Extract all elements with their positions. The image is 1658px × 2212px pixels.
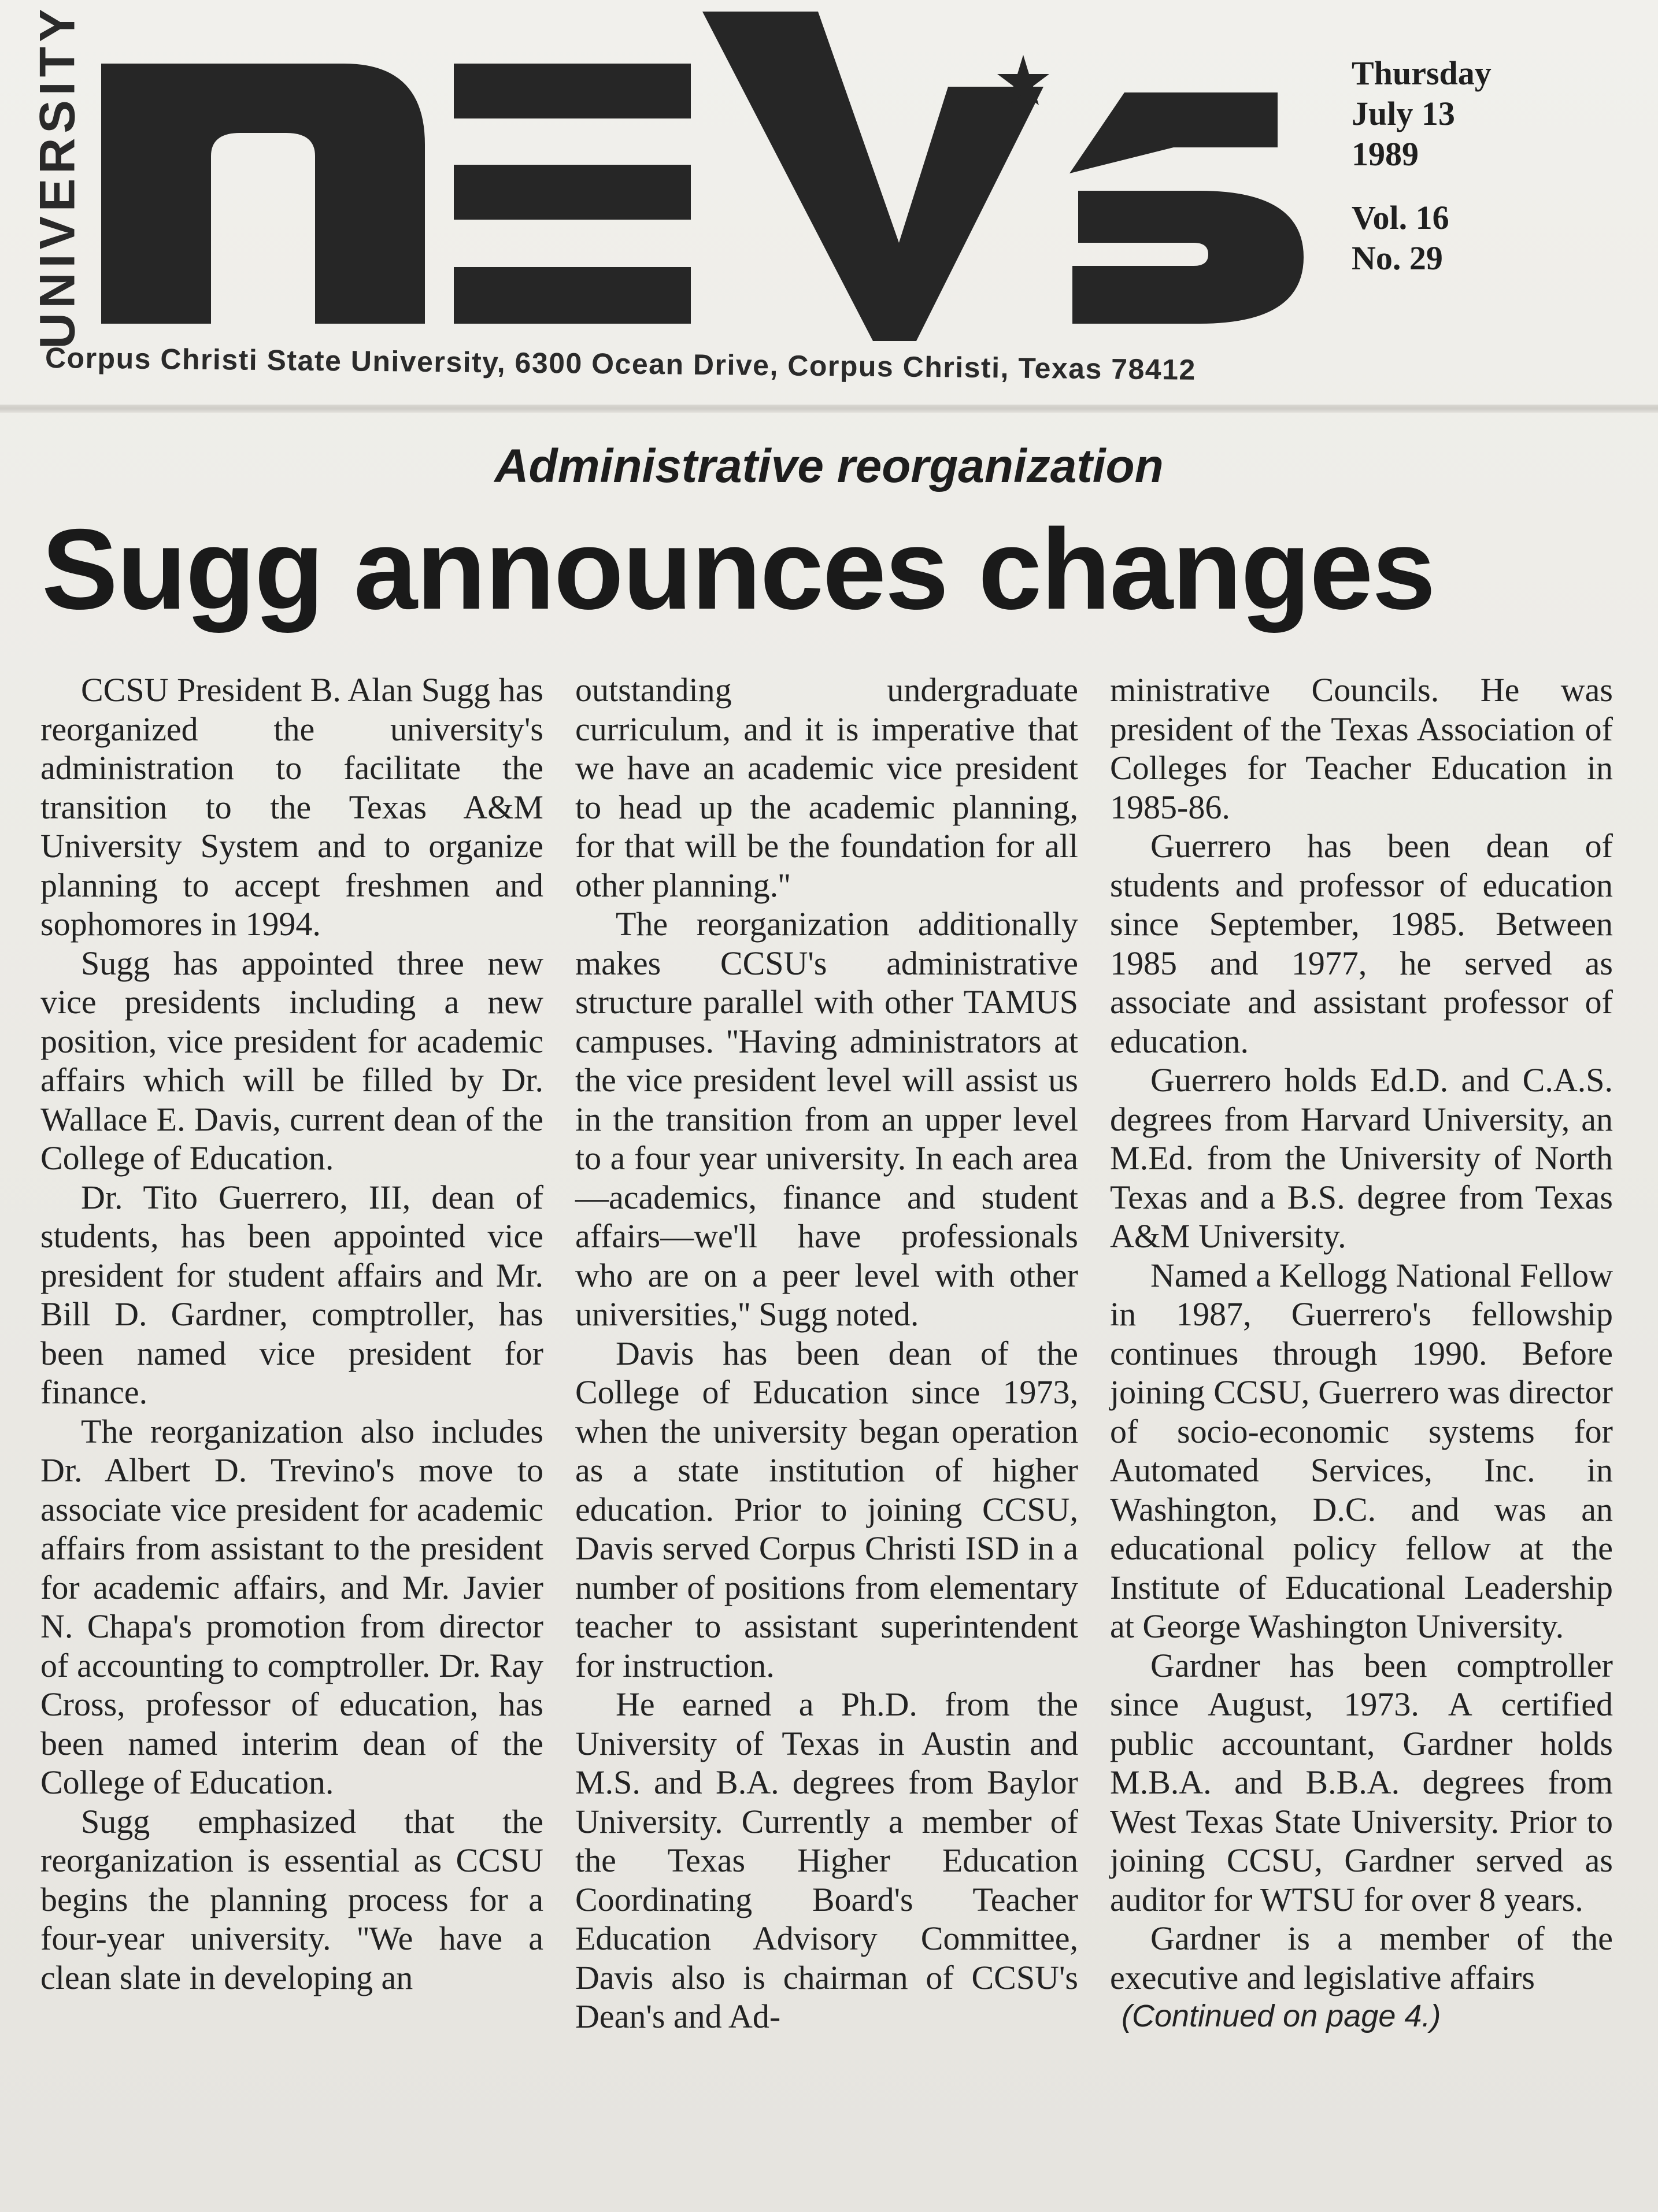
- news-logo: [95, 0, 1327, 347]
- issue-volume: Vol. 16: [1352, 199, 1449, 236]
- paragraph: Dr. Tito Guerrero, III, dean of students, has been appointed vice president for student affairs and Mr. Bill D. Gardner, comptroller, has been named vice president for finance.: [40, 1178, 543, 1411]
- issue-month-day: July 13: [1352, 95, 1455, 132]
- article-body: [40, 670, 1613, 2208]
- issue-year: 1989: [1352, 135, 1419, 173]
- paragraph-continuation: outstanding undergraduate curriculum, and it is imperative that we have an academic vice president to head up the academic planning, for that will be the foundation for all other planning.'': [575, 671, 1078, 904]
- paragraph: He earned a Ph.D. from the University of Texas in Austin and M.S. and B.A. degrees from Baylor University. Currently a member of the Texas Higher Education Coordinating Board's Teacher Education Advisory Committee, Davis also is chairman of CCSU's Dean's and Ad-: [575, 1685, 1078, 2035]
- article-column-3: [1110, 670, 1613, 2208]
- paragraph: Guerrero holds Ed.D. and C.A.S. degrees from Harvard University, an M.Ed. from the University of North Texas and a B.S. degree from Texas A&M University.: [1110, 1061, 1613, 1255]
- paragraph: Gardner is a member of the executive and legislative affairs: [1110, 1920, 1613, 1996]
- issue-date-block: [1352, 53, 1629, 279]
- article-headline: Sugg announces changes: [42, 505, 1435, 633]
- article-column-2: [575, 670, 1078, 2208]
- paragraph: Named a Kellogg National Fellow in 1987, Guerrero's fellowship continues through 1990. Before joining CCSU, Guerrero was director of socio-economic systems for Automated Services, Inc. in Washington, D.C. and was an educational policy fellow at the Institute of Educational Leadership at George Washington University.: [1110, 1256, 1613, 1645]
- paragraph: Davis has been dean of the College of Education since 1973, when the university began operation as a state institution of higher education. Prior to joining CCSU, Davis served Corpus Christi ISD in a number of positions from elementary teacher to assistant superintendent for instruction.: [575, 1334, 1078, 1684]
- vertical-label-text: UNIVERSITY: [29, 3, 86, 349]
- masthead-address: Corpus Christi State University, 6300 Ocean Drive, Corpus Christi, Texas 78412: [45, 342, 1197, 386]
- issue-number: No. 29: [1352, 239, 1443, 277]
- masthead-vertical-label: [29, 3, 86, 349]
- article-kicker: Administrative reorganization: [494, 440, 1164, 492]
- paragraph: Guerrero has been dean of students and professor of education since September, 1985. Between 1985 and 1977, he served as associate and assistant professor of education.: [1110, 827, 1613, 1060]
- paragraph-continuation: ministrative Councils. He was president of the Texas Association of Colleges for Teacher Education in 1985-86.: [1110, 671, 1613, 826]
- masthead: [0, 0, 1658, 405]
- paragraph: The reorganization also includes Dr. Albert D. Trevino's move to associate vice president for academic affairs from assistant to the president for academic affairs, and Mr. Javier N. Chapa's promotion from director of accounting to comptroller. Dr. Ray Cross, professor of education, has been named interim dean of the College of Education.: [40, 1412, 543, 1801]
- article-column-1: [40, 670, 543, 2208]
- paragraph: Sugg emphasized that the reorganization is essential as CCSU begins the planning process for a four-year university. ''We have a clean slate in developing an: [40, 1802, 543, 1996]
- paragraph: Sugg has appointed three new vice presidents including a new position, vice president for academic affairs which will be filled by Dr. Wallace E. Davis, current dean of the College of Education.: [40, 944, 543, 1177]
- paragraph: The reorganization additionally makes CCSU's administrative structure parallel with other TAMUS campuses. ''Having administrators at the vice president level will assist us in the transition from an upper level to a four year university. In each area—academics, finance and student affairs—we'll have professionals who are on a peer level with other universities,'' Sugg noted.: [575, 905, 1078, 1333]
- continued-on-page-link: (Continued on page 4.): [1122, 1999, 1441, 2033]
- issue-weekday: Thursday: [1352, 54, 1492, 92]
- paragraph: CCSU President B. Alan Sugg has reorganized the university's administration to facilitate the transition to the Texas A&M University System and to organize planning to accept freshmen and sophomores in 1994.: [40, 671, 543, 943]
- paragraph: Gardner has been comptroller since August, 1973. A certified public accountant, Gardner holds M.B.A. and B.B.A. degrees from West Texas State University. Prior to joining CCSU, Gardner served as auditor for WTSU for over 8 years.: [1110, 1646, 1613, 1918]
- paper-fold: [0, 405, 1658, 413]
